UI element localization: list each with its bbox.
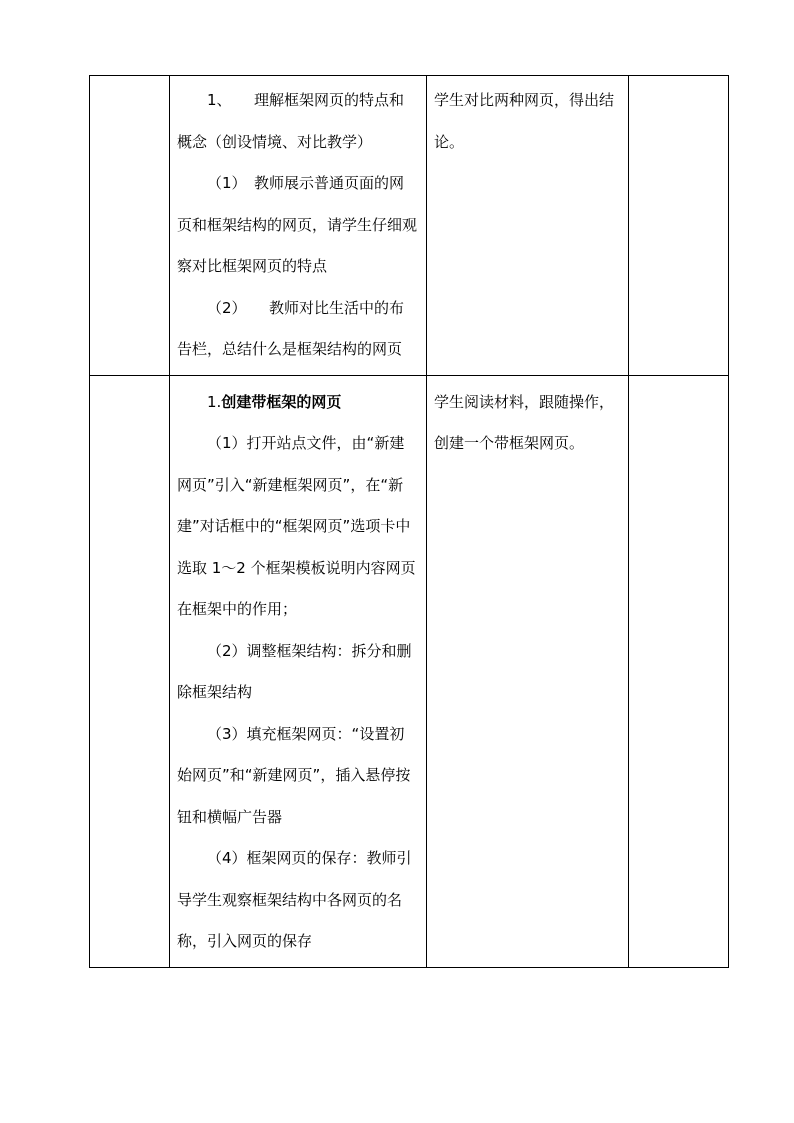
empty-cell: [90, 375, 170, 967]
teaching-activity-cell: [170, 76, 427, 376]
activity-paragraph: 1、 理解框架网页的特点和概念（创设情境、对比教学）: [177, 91, 405, 151]
activity-paragraph: （3）填充框架网页：“设置初始网页”和“新建网页”，插入悬停按钮和横幅广告器: [177, 724, 411, 826]
empty-cell: [629, 76, 729, 376]
student-activity-text: 学生阅读材料，跟随操作，创建一个带框架网页。: [434, 392, 615, 452]
activity-paragraph: （2） 教师对比生活中的布告栏，总结什么是框架结构的网页: [177, 298, 405, 358]
activity-paragraph: （1）打开站点文件，由“新建网页”引入“新建框架网页”，在“新建”对话框中的“框架网页”选项卡中选取 1～2 个框架模板说明内容网页在框架中的作用；: [177, 434, 416, 618]
student-activity-text: 学生对比两种网页，得出结论。: [434, 91, 615, 151]
empty-cell: [629, 375, 729, 967]
table-row: [90, 76, 729, 376]
activity-paragraph: （2）调整框架结构：拆分和删除框架结构: [177, 641, 412, 701]
section-heading: [177, 382, 419, 424]
student-activity-cell: [427, 375, 629, 967]
activity-paragraph: （1） 教师展示普通页面的网页和框架结构的网页，请学生仔细观察对比框架网页的特点: [177, 174, 418, 275]
lesson-plan-table: [89, 75, 729, 968]
section-title: 创建带框架的网页: [221, 392, 342, 411]
section-number: 1.: [207, 392, 222, 411]
teaching-activity-cell: [170, 375, 427, 967]
table-row: [90, 375, 729, 967]
student-activity-cell: [427, 76, 629, 376]
empty-cell: [90, 76, 170, 376]
activity-paragraph: （4）框架网页的保存：教师引导学生观察框架结构中各网页的名称，引入网页的保存: [177, 849, 412, 950]
